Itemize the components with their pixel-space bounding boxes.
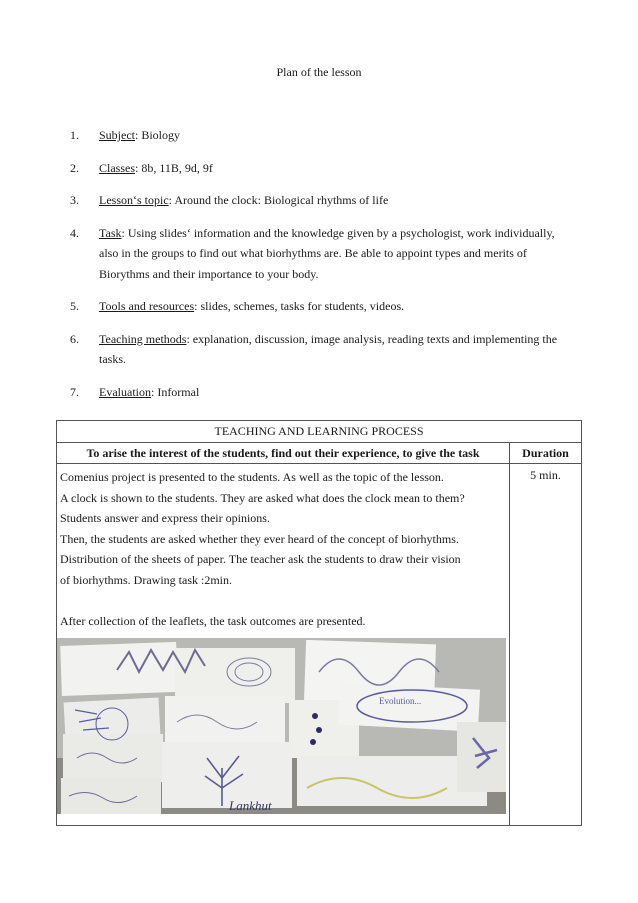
plan-item-tools (70, 296, 595, 317)
item-number: 3. (70, 193, 79, 207)
plan-item-topic (70, 190, 595, 211)
item-text: : Using slides‘ information and the knowledge given by a psychologist, work individually, (121, 225, 555, 240)
item-label: Subject (99, 128, 135, 142)
item-number: 6. (70, 331, 79, 346)
item-label: Task (99, 225, 122, 240)
item-text: : explanation, discussion, image analysis, reading texts and implementing the (186, 331, 558, 346)
item-text: tasks. (99, 352, 126, 366)
item-label: Tools and resources (99, 299, 195, 313)
item-text: Biorythms and their importance to your body. (99, 266, 319, 281)
student-drawings-photo (57, 638, 506, 814)
photo-handwriting: Lankhut (229, 798, 272, 813)
item-number: 7. (70, 384, 79, 399)
activity-line: Distribution of the sheets of paper. The teacher ask the students to draw their vision (60, 552, 461, 566)
item-text: : 8b, 11B, 9d, 9f (135, 160, 213, 175)
plan-item-methods (70, 329, 595, 370)
item-text: : Around the clock: Biological rhythms of life (168, 193, 389, 207)
activity-line: Students answer and express their opinions. (60, 511, 270, 525)
table-caption: TEACHING AND LEARNING PROCESS (57, 421, 582, 443)
item-text: : slides, schemes, tasks for students, videos. (194, 299, 405, 313)
duration-cell: 5 min. (510, 464, 582, 826)
activity-line: Then, the students are asked whether they ever heard of the concept of biorhythms. (60, 531, 459, 546)
lesson-plan-list (70, 125, 595, 414)
page-title: Plan of the lesson (276, 65, 362, 79)
plan-item-classes (70, 158, 595, 179)
item-label: Evaluation (99, 384, 151, 399)
item-number: 5. (70, 299, 79, 313)
item-number: 1. (70, 128, 79, 142)
plan-item-evaluation (70, 382, 595, 403)
item-text: : Informal (150, 384, 200, 399)
item-number: 2. (70, 160, 79, 175)
activity-header: To arise the interest of the students, find out their experience, to give the task (57, 443, 510, 464)
item-label: Lesson‘s topic (99, 193, 169, 207)
item-number: 4. (70, 225, 79, 240)
photo-note: Evolution... (379, 696, 422, 706)
activity-line: After collection of the leaflets, the task outcomes are presented. (60, 613, 366, 628)
activity-line: of biorhythms. Drawing task :2min. (60, 572, 232, 587)
plan-item-subject (70, 125, 595, 146)
duration-header: Duration (510, 443, 582, 464)
item-text: also in the groups to find out what biorhythms are. Be able to appoint types and merits of (99, 246, 527, 260)
activity-line: A clock is shown to the students. They are asked what does the clock mean to them? (60, 490, 465, 505)
teaching-process-table (56, 420, 582, 826)
activity-cell (57, 464, 510, 826)
item-label: Classes (99, 160, 135, 175)
activity-line: Comenius project is presented to the students. As well as the topic of the lesson. (60, 470, 444, 484)
plan-item-task (70, 223, 595, 285)
blank-line (60, 590, 506, 611)
item-label: Teaching methods (99, 331, 187, 346)
item-text: : Biology (135, 128, 181, 142)
